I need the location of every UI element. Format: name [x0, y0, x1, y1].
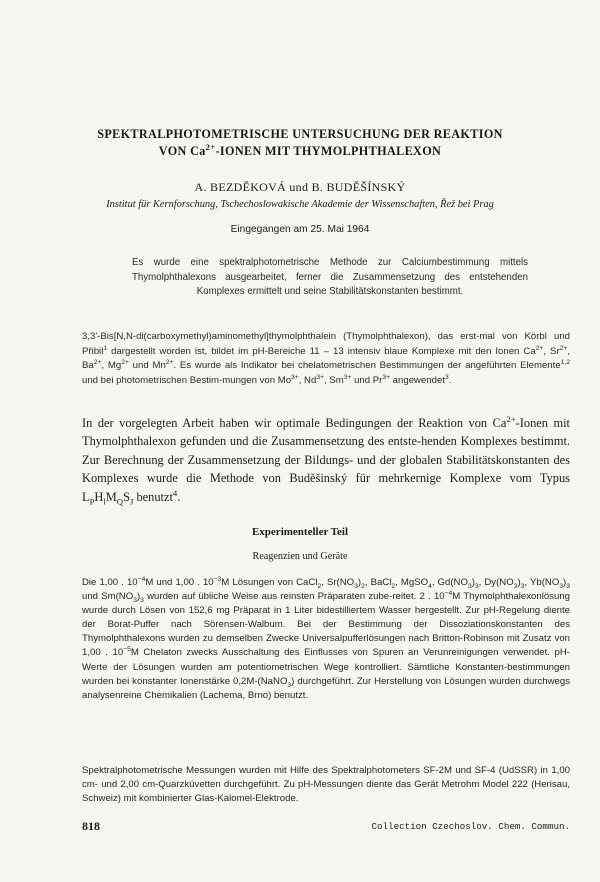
journal-name: Collection Czechoslov. Chem. Commun. [371, 821, 570, 832]
article-title [60, 126, 540, 160]
subsection-heading: Reagenzien und Geräte [252, 551, 348, 562]
main-paragraph: In der vorgelegten Arbeit haben wir optimale Bedingungen der Reaktion von $Ca^{2+}$-Ionen mit Thymolphthalexon gefunden und die Zusammensetzung des entste-henden Komplexes bestimmt. Zur Berechnung der Zusammensetzung der Bildungs- und der globalen Stabilitätskonstanten des Komplexes wurde die Methode von Buděšinský für mehrkernige Komplexe vom Typus $L_PH_lM_QS_J$ benutzt$^4$. [82, 413, 570, 507]
abstract: Es wurde eine spektralphotometrische Methode zur Calciumbestimmung mittels Thymolphthalexons ausgearbeitet, ferner die Zusammensetzung des entstehenden Komplexes ermittelt und seine Stabilitätskonstanten bestimmt. [132, 257, 528, 297]
title-line-1: SPEKTRALPHOTOMETRISCHE UNTERSUCHUNG DER REAKTION [97, 127, 503, 141]
intro-paragraph: 3,3'-Bis[N,N-di(carboxymethyl)aminomethyl]thymolphthalein (Thymolphthalexon), das erst-mal von Körbl und Přibil$^1$ dargestellt worden ist, bildet im pH-Bereiche 11 – 13 intensiv blaue Komplexe mit den Ionen $Ca^{2+}$, $Sr^{2+}$, $Ba^{2+}$, $Mg^{2+}$ und $Mn^{2+}$. Es wurde als Indikator bei chelatometrischen Bestimmungen der angeführten Elemente$^{1,2}$ und bei photometrischen Bestim-mungen von $Mo^{3+}$, $Nd^{3+}$, $Sm^{3+}$ und $Pr^{3+}$ angewendet$^3$. [82, 331, 570, 386]
instruments-paragraph: Spektralphotometrische Messungen wurden mit Hilfe des Spektralphotometers SF-2M und SF-4 (UdSSR) in 1,00 cm- und 2,00 cm-Quarzküvetten durchgeführt. Zu pH-Messungen diente das Gerät Metrohm Model 222 (Herisau, Schweiz) mit kombinierter Glas-Kalomel-Elektrode. [82, 765, 570, 805]
authors: A. BEZDĚKOVÁ und B. BUDĚŠÍNSKÝ [194, 180, 406, 194]
title-line-2: VON $Ca^{2+}$-IONEN MIT THYMOLPHTHALEXON [158, 141, 442, 158]
section-heading: Experimenteller Teil [251, 526, 349, 538]
received-date: Eingegangen am 25. Mai 1964 [230, 224, 370, 235]
page-number: 818 [82, 819, 100, 833]
reagents-paragraph: Die 1,00 . $10^{-4}M$ und 1,00 . $10^{-3}M$ Lösungen von CaCl$_2$, $Sr(NO_3)_2$, BaCl$_2$, MgSO$_4$, $Gd(NO_3)_3$, $Dy(NO_3)_3$, $Yb(NO_3)_3$ und $Sm(NO_3)_3$ wurden auf übliche Weise aus reinsten Präparaten zube-reitet. 2 . $10^{-4}M$ Thymolphthalexonlösung wurde durch Lösen von 152,6 mg Präparat in 1 Liter bidestilliertem Wasser hergestellt. Zur pH-Regelung diente der Borat-Puffer nach Sörensen-Walbum. Bei der Bestimmung der Dissoziationskonstanten des Thymolphthalexons wurden zu demselben Zwecke Universalpufferlösungen nach Britton-Robinson mit Zusatz von 1,00 . $10^{-5}M$ Chelaton zwecks Ausschaltung des Einflusses von Spuren an Verunreinigungen verwendet. pH-Werte der Lösungen wurden am potentiometrischen Wege kontrolliert. Sämtliche Konstanten-bestimmungen wurden bei konstanter Ionenstärke 0,2M-(NaNO$_3$) durchgeführt. Zur Herstellung von Lösungen wurden durchwegs analysenreine Chemikalien (Lachema, Brno) benutzt. [82, 575, 571, 701]
institute: Institut für Kernforschung, Tschechoslowakische Akademie der Wissenschaften, Řež bei Prag [106, 199, 494, 210]
